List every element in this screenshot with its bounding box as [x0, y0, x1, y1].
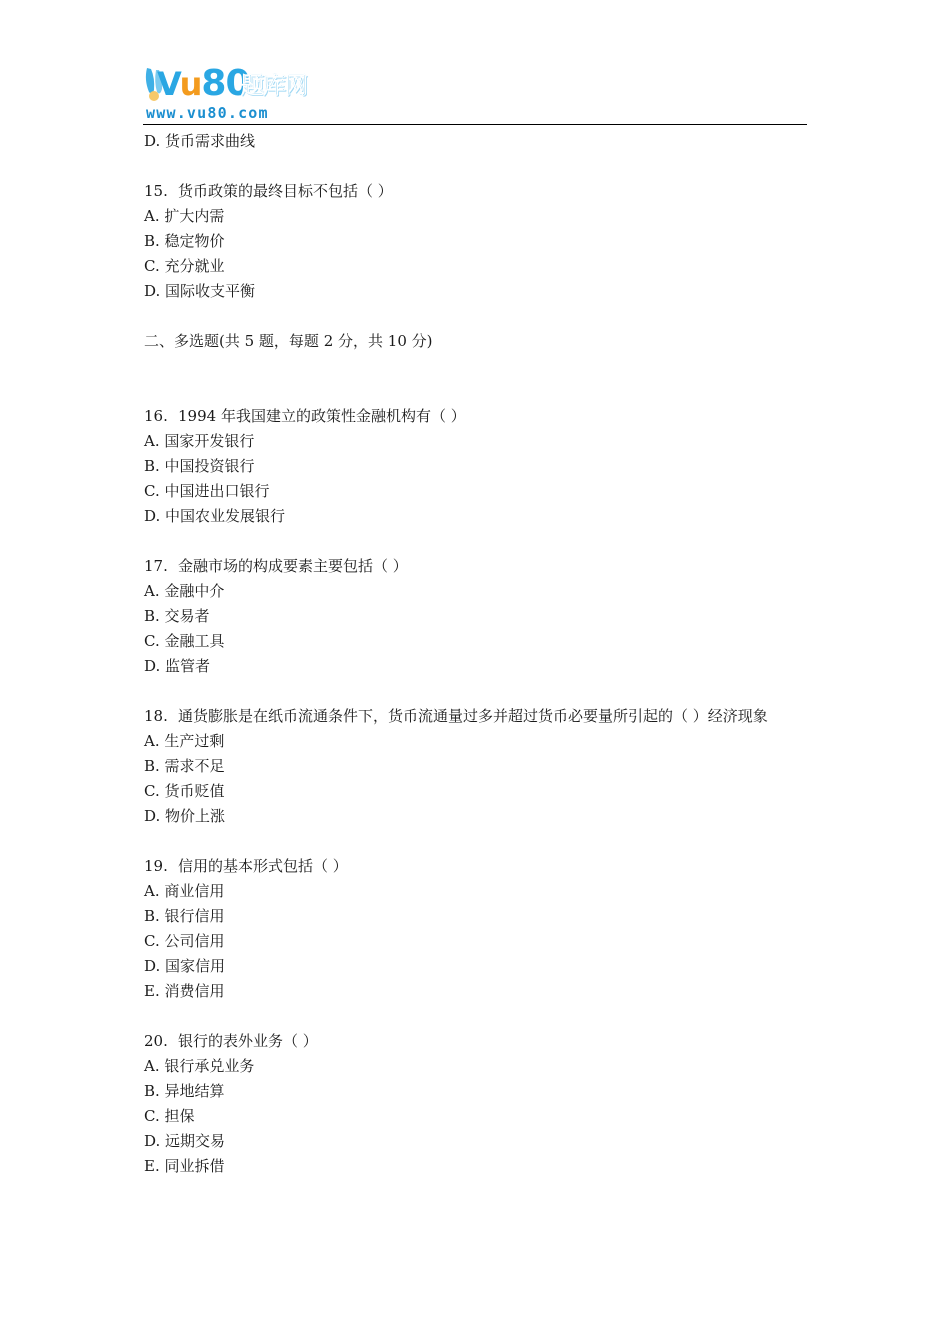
question-stem: [144, 179, 808, 204]
option-line: C. 公司信用: [144, 932, 225, 950]
spacer: [144, 529, 808, 554]
logo-digit-0: 0: [225, 63, 250, 104]
page-header: [143, 64, 807, 126]
header-rule: [143, 124, 807, 125]
question-number: 15.: [144, 182, 168, 200]
question-number: 20.: [144, 1032, 168, 1050]
section-heading: 二、多选题(共 5 题，每题 2 分，共 10 分): [144, 332, 433, 350]
spacer: [144, 679, 808, 704]
document-body: [144, 129, 808, 1179]
logo-url: www.vu80.com: [146, 104, 269, 122]
spacer: [144, 304, 808, 329]
question-text: 货币政策的最终目标不包括（ ）: [178, 182, 393, 200]
option-line: D. 中国农业发展银行: [144, 507, 286, 525]
question-number: 19.: [144, 857, 168, 875]
option-line: E. 同业拆借: [144, 1157, 225, 1175]
logo-digit-8: 8: [201, 63, 226, 104]
question-19: [144, 854, 808, 1004]
question-17: [144, 554, 808, 679]
vu80-logo[interactable]: [143, 64, 343, 124]
spacer: [144, 354, 808, 379]
option-line: D. 远期交易: [144, 1132, 226, 1150]
question-text: 信用的基本形式包括（ ）: [178, 857, 348, 875]
question-text: 金融市场的构成要素主要包括（ ）: [178, 557, 408, 575]
option-line: A. 银行承兑业务: [144, 1057, 255, 1075]
option-line: C. 货币贬值: [144, 782, 225, 800]
logo-wordmark: [157, 63, 250, 104]
option-line: B. 中国投资银行: [144, 457, 255, 475]
option-line: D. 监管者: [144, 657, 211, 675]
option-line: D. 货币需求曲线: [144, 132, 256, 150]
option-line: D. 物价上涨: [144, 807, 226, 825]
question-15: [144, 179, 808, 304]
option-line: B. 稳定物价: [144, 232, 225, 250]
question-16: [144, 404, 808, 529]
option-line: B. 需求不足: [144, 757, 225, 775]
question-stem: [144, 404, 808, 429]
spacer: [144, 829, 808, 854]
option-line: C. 金融工具: [144, 632, 225, 650]
option-line: B. 异地结算: [144, 1082, 225, 1100]
option-line: D. 国家信用: [144, 957, 226, 975]
option-line: C. 担保: [144, 1107, 195, 1125]
question-text: 银行的表外业务（ ）: [178, 1032, 318, 1050]
option-line: E. 消费信用: [144, 982, 225, 1000]
question-stem: [144, 1029, 808, 1054]
logo-letter-u: u: [179, 65, 202, 103]
question-stem: [144, 854, 808, 879]
option-line: B. 交易者: [144, 607, 210, 625]
question-number: 17.: [144, 557, 168, 575]
spacer: [144, 1004, 808, 1029]
option-line: C. 充分就业: [144, 257, 225, 275]
question-20: [144, 1029, 808, 1179]
option-line: A. 扩大内需: [144, 207, 225, 225]
option-line: A. 生产过剩: [144, 732, 225, 750]
option-line: A. 金融中介: [144, 582, 225, 600]
logo-chinese-name: 题库网: [241, 73, 307, 99]
option-line: A. 国家开发银行: [144, 432, 255, 450]
question-text: 1994 年我国建立的政策性金融机构有（ ）: [178, 407, 466, 425]
option-line: B. 银行信用: [144, 907, 225, 925]
option-line: D. 国际收支平衡: [144, 282, 256, 300]
logo-letter-v: V: [157, 65, 180, 103]
question-number: 18.: [144, 707, 168, 725]
question-number: 16.: [144, 407, 168, 425]
spacer: [144, 154, 808, 179]
option-line: C. 中国进出口银行: [144, 482, 270, 500]
question-stem: [144, 704, 808, 729]
question-18: [144, 704, 808, 829]
option-line: A. 商业信用: [144, 882, 225, 900]
question-text: 通货膨胀是在纸币流通条件下，货币流通量过多并超过货币必要量所引起的（ ）经济现象: [178, 707, 768, 725]
spacer: [144, 379, 808, 404]
question-stem: [144, 554, 808, 579]
